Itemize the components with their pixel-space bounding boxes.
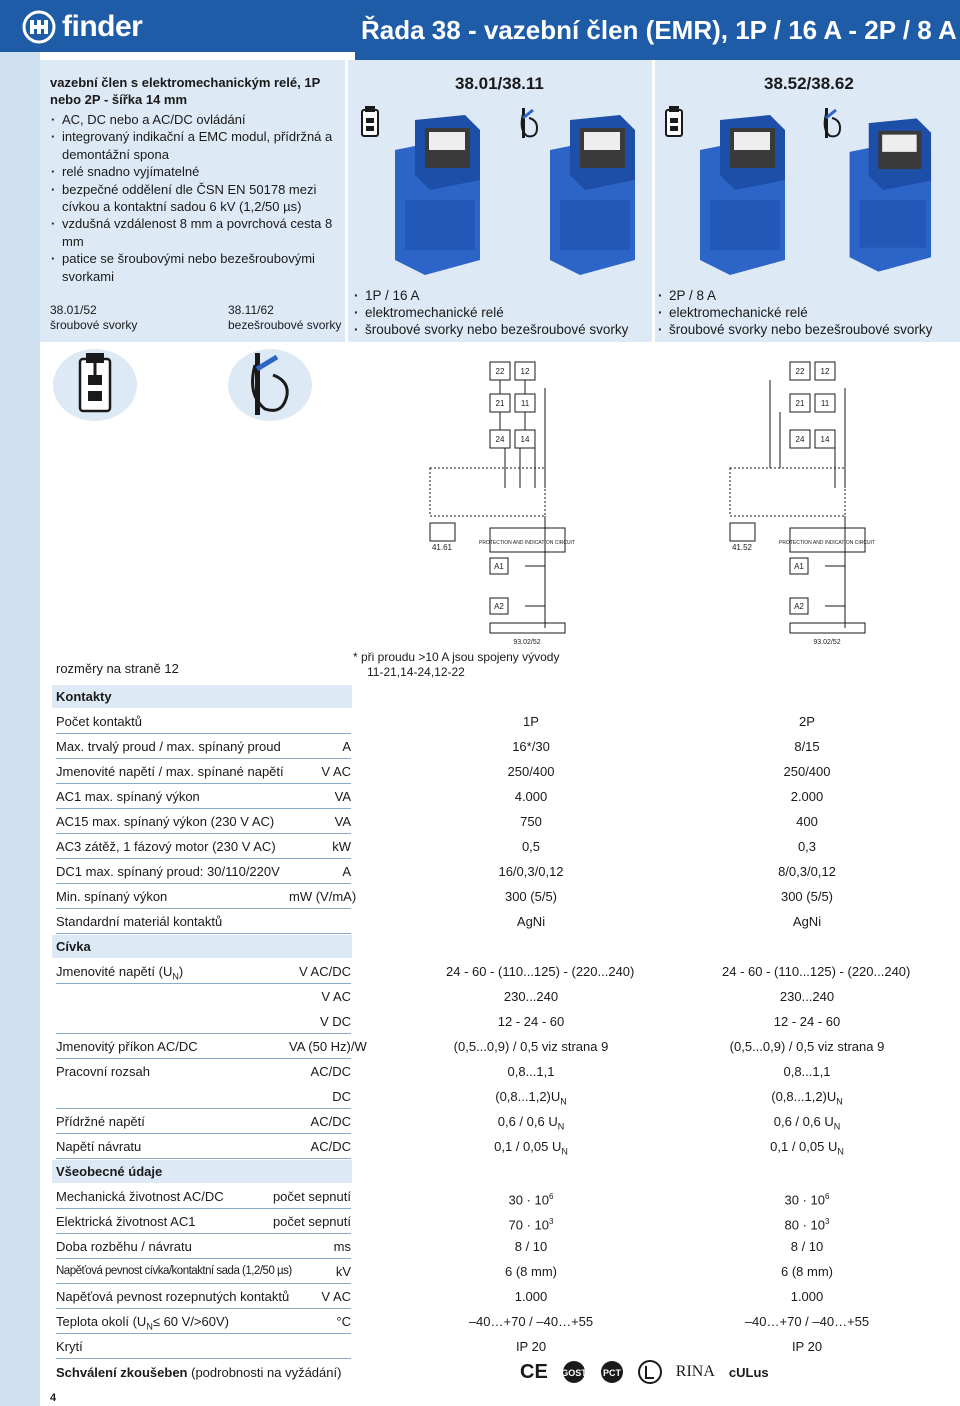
culus-mark-icon: cULus — [728, 1364, 769, 1380]
intro-title: vazební člen s elektromechanickým relé, 1P nebo 2P - šířka 14 mm — [50, 75, 321, 107]
table-row: AC3 zátěž, 1 fázový motor (230 V AC) kW 0,5 0,3 — [56, 834, 902, 859]
terminal-label: 11 — [520, 399, 530, 408]
table-row: Jmenovité napětí / max. spínané napětí V AC 250/400 250/400 — [56, 759, 902, 784]
wiring-diagram-2p — [725, 358, 876, 648]
relay-product-image-screwless-2p — [840, 110, 955, 280]
table-row: Doba rozběhu / návratu ms 8 / 10 8 / 10 — [56, 1234, 902, 1259]
terminal-label: 22 — [795, 367, 805, 376]
spec-line: · 2P / 8 A — [657, 287, 932, 304]
spec-line: · elektromechanické relé — [657, 304, 932, 321]
variant-a-code: 38.01/52 — [50, 303, 97, 317]
page-number: 4 — [50, 1392, 57, 1404]
relay-product-image-screw — [385, 110, 505, 280]
table-row: Min. spínaný výkon mW (V/mA) 300 (5/5) 300 (5/5) — [56, 884, 902, 909]
feature-item: · patice se šroubovými nebo bezešroubovými svorkami — [50, 250, 345, 285]
section-contacts: Kontakty — [56, 689, 112, 704]
relay-product-image-screw-2p — [690, 110, 810, 280]
table-row: Přídržné napětí AC/DC 0,6 / 0,6 $U_N$ 0,6 / 0,6 $U_N$ — [56, 1109, 902, 1134]
lr-mark-icon — [638, 1360, 662, 1384]
footnote-line1: * při proudu >10 A jsou spojeny vývody — [353, 650, 560, 664]
svg-text:PCT: PCT — [602, 1368, 621, 1378]
spec-line: · šroubové svorky nebo bezešroubové svorky — [657, 321, 932, 338]
spec-line: · 1P / 16 A — [353, 287, 628, 304]
ce-mark-icon: CE — [520, 1360, 548, 1383]
table-row: Pracovní rozsah AC/DC 0,8...1,1 0,8...1,1 — [56, 1064, 831, 1079]
screw-terminal-icon — [50, 345, 140, 425]
table-row: V AC 230...240 230...240 — [321, 989, 835, 1004]
table-row: Mechanická životnost AC/DC počet sepnutí $30 \cdot 10^6$ $30 \cdot 10^6$ — [56, 1184, 902, 1209]
socket-label: 93.02/52 — [813, 639, 841, 646]
table-row: DC1 max. spínaný proud: 30/110/220V A 16/0,3/0,12 8/0,3/0,12 — [56, 859, 902, 884]
table-row: AC1 max. spínaný výkon VA 4.000 2.000 — [56, 784, 902, 809]
screwless-terminal-small-icon — [513, 104, 541, 140]
table-row: Napětí návratu AC/DC 0,1 / 0,05 $U_N$ 0,1 / 0,05 $U_N$ — [56, 1134, 902, 1159]
module-label: 41.52 — [731, 543, 753, 552]
table-row: Elektrická životnost AC1 počet sepnutí $70 \cdot 10^3$ $80 \cdot 10^3$ — [56, 1209, 902, 1234]
table-row: AC15 max. spínaný výkon (230 V AC) VA 750 400 — [56, 809, 902, 834]
module-label: 41.61 — [431, 543, 453, 552]
table-row: V DC 12 - 24 - 60 12 - 24 - 60 — [56, 1009, 902, 1034]
section-general: Všeobecné údaje — [56, 1164, 163, 1179]
feature-list — [50, 111, 345, 285]
approval-marks — [520, 1360, 769, 1384]
table-row: Standardní materiál kontaktů AgNi AgNi — [56, 909, 902, 934]
spec-line: · šroubové svorky nebo bezešroubové svorky — [353, 321, 628, 338]
approvals-row — [56, 1360, 902, 1385]
table-row: Napěťová pevnost cívka/kontaktní sada (1,2/50 µs) kV 6 (8 mm) 6 (8 mm) — [56, 1259, 902, 1284]
dimensions-note: rozměry na straně 12 — [56, 661, 179, 676]
table-row: Jmenovité napětí $(U_N)$ V AC/DC 24 - 60 - (110...125) - (220...240) 24 - 60 - (110...125) - (220...240) — [56, 959, 902, 984]
terminal-label: A1 — [794, 562, 804, 571]
screw-terminal-small-icon — [356, 104, 384, 140]
section-coil: Cívka — [56, 939, 91, 954]
terminal-label: 12 — [520, 367, 530, 376]
protection-label: PROTECTION AND INDICATION CIRCUIT — [478, 540, 576, 546]
protection-label: PROTECTION AND INDICATION CIRCUIT — [778, 540, 876, 546]
side-strip — [0, 52, 40, 1406]
table-row: DC $(0,8...1,2)U_N$ $(0,8...1,2)U_N$ — [56, 1084, 902, 1109]
finder-logo — [22, 10, 142, 44]
model-1-specs — [353, 287, 628, 338]
brand-name: finder — [62, 10, 143, 43]
approvals-note: (podrobnosti na vyžádání) — [191, 1365, 342, 1380]
model-code-1: 38.01/38.11 — [455, 74, 544, 93]
table-row: Krytí IP 20 IP 20 — [56, 1334, 902, 1359]
svg-text:GOST: GOST — [561, 1368, 587, 1378]
terminal-label: A1 — [494, 562, 504, 571]
terminal-label: 11 — [820, 399, 830, 408]
gost-mark-icon — [562, 1360, 586, 1384]
variant-a-desc: šroubové svorky — [50, 318, 138, 332]
screw-terminal-small-icon — [660, 104, 688, 140]
feature-item: · vzdušná vzdálenost 8 mm a povrchová cesta 8 mm — [50, 215, 345, 250]
approvals-title: Schválení zkoušeben — [56, 1365, 188, 1380]
finder-logo-icon — [22, 10, 56, 44]
spec-line: · elektromechanické relé — [353, 304, 628, 321]
screwless-terminal-icon — [225, 345, 315, 425]
socket-label: 93.02/52 — [513, 639, 541, 646]
terminal-label: 12 — [820, 367, 830, 376]
terminal-label: A2 — [794, 602, 804, 611]
rina-mark: RINA — [675, 1363, 715, 1380]
variant-b-code: 38.11/62 — [228, 303, 274, 317]
table-row: Počet kontaktů 1P 2P — [56, 709, 902, 734]
table-row: Teplota okolí ($U_N\le 60$ V/>60V) °C –40…+70 / –40…+55 –40…+70 / –40…+55 — [56, 1309, 902, 1334]
table-row: Jmenovitý příkon AC/DC VA (50 Hz)/W (0,5...0,9) / 0,5 viz strana 9 (0,5...0,9) / 0,5 viz strana 9 — [56, 1034, 902, 1059]
terminal-label: 14 — [820, 435, 830, 444]
table-row: Max. trvalý proud / max. spínaný proud A 16*/30 8/15 — [56, 734, 902, 759]
table-row: Napěťová pevnost rozepnutých kontaktů V AC 1.000 1.000 — [56, 1284, 902, 1309]
terminal-label: A2 — [494, 602, 504, 611]
terminal-label: 24 — [795, 435, 805, 444]
model-code-2: 38.52/38.62 — [764, 74, 854, 93]
footnote-line2: 11-21,14-24,12-22 — [367, 665, 465, 679]
terminal-label: 14 — [520, 435, 530, 444]
feature-item: · bezpečné oddělení dle ČSN EN 50178 mezi cívkou a kontaktní sadou 6 kV (1,2/50 µs) — [50, 181, 345, 216]
terminal-label: 21 — [795, 399, 805, 408]
model-2-specs — [657, 287, 932, 338]
wiring-diagram-1p — [425, 358, 576, 648]
terminal-label: 22 — [495, 367, 505, 376]
feature-item: · relé snadno vyjímatelné — [50, 163, 345, 180]
terminal-label: 24 — [495, 435, 505, 444]
feature-item: · integrovaný indikační a EMC modul, přídržná a demontážní spona — [50, 128, 345, 163]
terminal-label: 21 — [495, 399, 505, 408]
pct-mark-icon — [600, 1360, 624, 1384]
variant-b-desc: bezešroubové svorky — [228, 318, 342, 332]
feature-item: · AC, DC nebo a AC/DC ovládání — [50, 111, 345, 128]
relay-product-image-screwless — [540, 110, 660, 280]
page-title: Řada 38 - vazební člen (EMR), 1P / 16 A - 2P / 8 A — [355, 0, 960, 60]
